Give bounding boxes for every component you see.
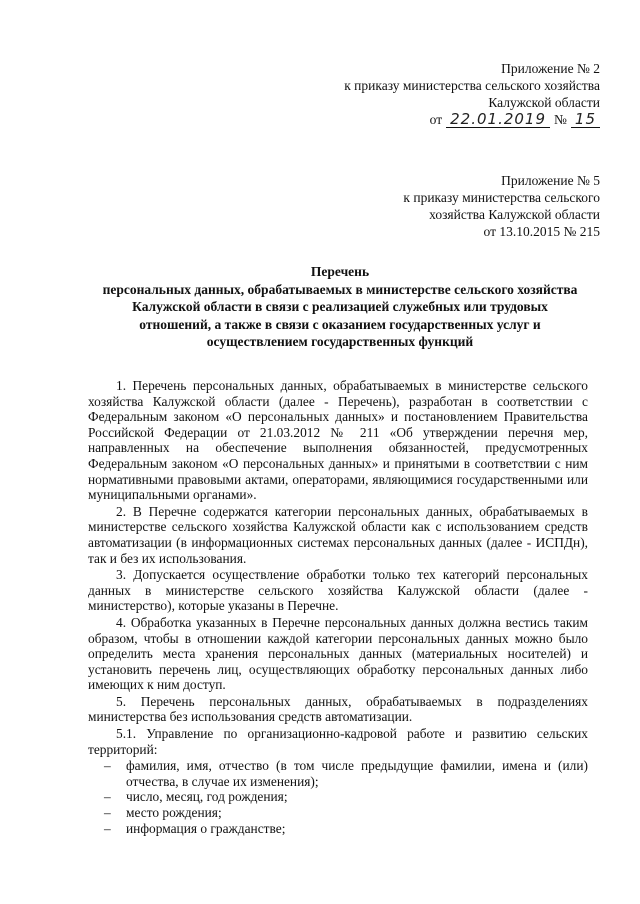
appendix-original-region: хозяйства Калужской области (429, 207, 600, 222)
list-item-text: число, месяц, год рождения; (126, 789, 288, 805)
title-heading: Перечень (310, 264, 370, 279)
number-prefix: № (554, 112, 567, 127)
title-line-4: осуществлением государственных функций (206, 334, 474, 349)
dash-marker: – (104, 805, 111, 821)
appendix-original-title: Приложение № 5 (501, 173, 600, 188)
list-item-text: место рождения; (126, 805, 222, 821)
title-line-3: отношений, а также в связи с оказанием государственных услуг и (139, 316, 541, 332)
appendix-current-order: к приказу министерства сельского хозяйства (344, 78, 600, 93)
appendix-current-region: Калужской области (488, 95, 600, 110)
paragraph-3: 3. Допускается осуществление обработки только тех категорий персональных данных в министерстве сельского хозяйства Калужской области (далее - министерство), которые указаны в Перечне. (88, 567, 588, 614)
appendix-original-order: к приказу министерства сельского (403, 190, 600, 205)
list-item (104, 758, 588, 789)
appendix-original-date: от 13.10.2015 № 215 (483, 224, 600, 239)
appendix-current-date-line (430, 111, 600, 128)
list-item (104, 805, 588, 821)
title-line-1: персональных данных, обрабатываемых в министерстве сельского хозяйства (102, 281, 578, 297)
date-prefix: от (429, 112, 443, 127)
paragraph-1: 1. Перечень персональных данных, обрабатываемых в министерстве сельского хозяйства Калужской области (далее - Перечень), разработан в соответствии с Федеральным законом «О персональных данных» и постановлением Правительства Российской Федерации от 21.03.2012 № 211 «Об утверждении перечня мер, направленных на обеспечение выполнения обязанностей, предусмотренных Федеральным законом «О персональных данных» и принятыми в соответствии с ним нормативными правовыми актами, операторами, являющимися государственными или муниципальными органами». (88, 378, 588, 503)
paragraph-4: 4. Обработка указанных в Перечне персональных данных должна вестись таким образом, чтобы в отношении каждой категории персональных данных можно было определить места хранения персональных данных (материальных носителей) и установить перечень лиц, осуществляющих обработку персональных данных либо имеющих к ним доступ. (88, 614, 588, 693)
paragraph-5: 5. Перечень персональных данных, обрабатываемых в подразделениях министерства без использования средств автоматизации. (88, 693, 588, 725)
document-body (88, 378, 588, 836)
dash-marker: – (104, 820, 111, 836)
dash-marker: – (104, 789, 111, 805)
appendix-current-block (344, 60, 600, 128)
list-item-text: информация о гражданстве; (126, 820, 286, 836)
dash-marker: – (104, 758, 111, 774)
list-item-text: фамилия, имя, отчество (в том числе предыдущие фамилии, имена и (или) отчества, в случае их изменения); (126, 758, 588, 789)
paragraph-2: 2. В Перечне содержатся категории персональных данных, обрабатываемых в министерстве сельского хозяйства Калужской области как с использованием средств автоматизации (в информационных системах персональных данных (далее - ИСПДн), так и без их использования. (88, 503, 588, 566)
document-title (60, 263, 620, 351)
personal-data-list (88, 758, 588, 836)
handwritten-date: 22.01.2019 (446, 111, 550, 128)
list-item (104, 821, 588, 837)
title-line-2: Калужской области в связи с реализацией служебных или трудовых (132, 299, 548, 314)
paragraph-5-1: 5.1. Управление по организационно-кадровой работе и развитию сельских территорий: (88, 726, 588, 757)
appendix-current-title: Приложение № 2 (501, 61, 600, 76)
appendix-original-block (403, 172, 600, 240)
handwritten-number: 15 (571, 111, 600, 128)
list-item (104, 789, 588, 805)
